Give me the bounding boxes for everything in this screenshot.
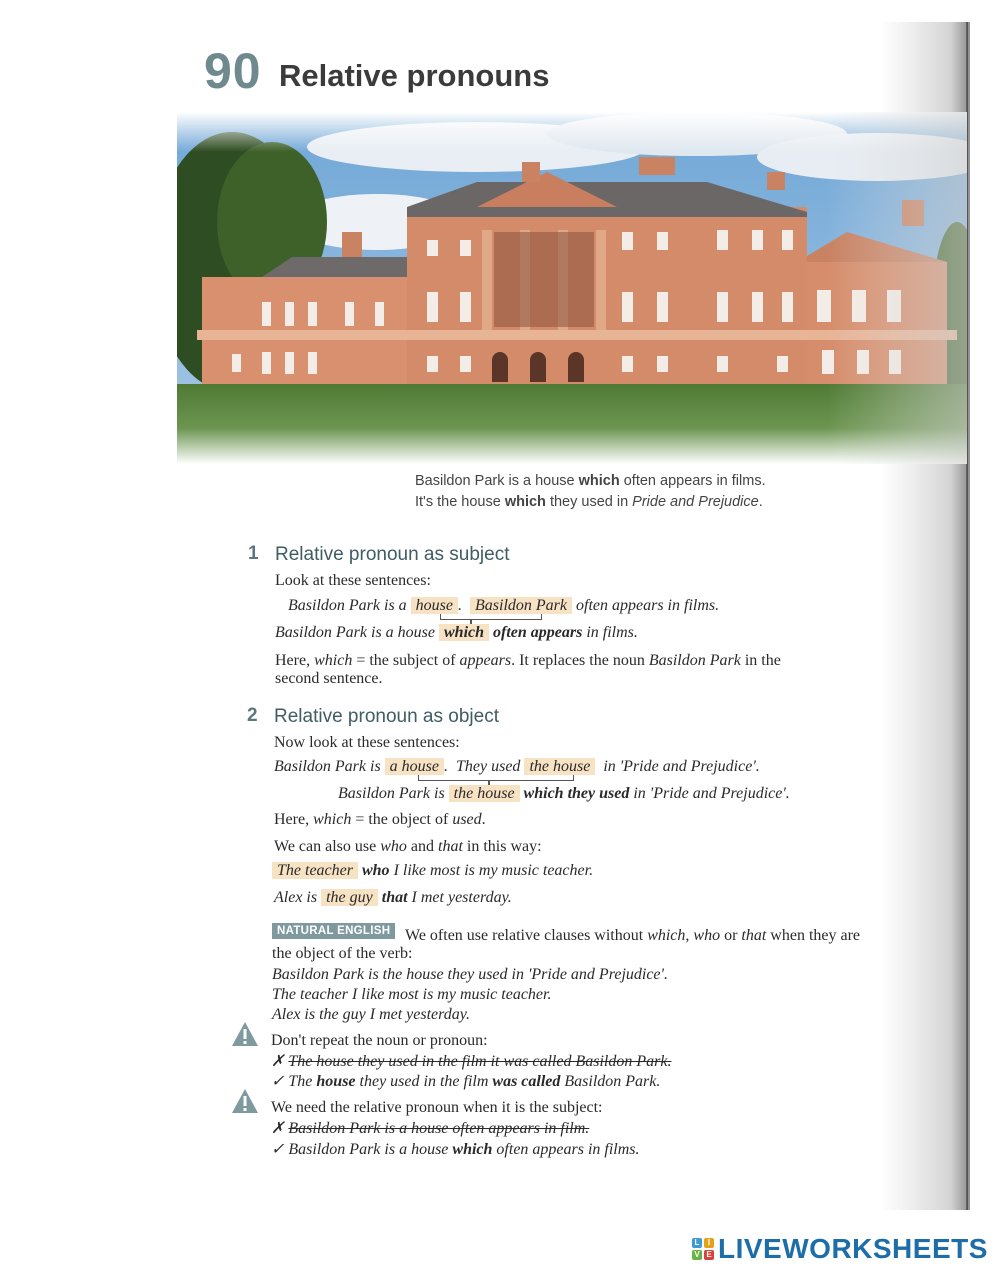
caption-line-1 (415, 471, 766, 492)
text: = the subject of (352, 652, 460, 669)
section-2-example-2 (338, 784, 790, 804)
highlight-replaced-noun: Basildon Park (470, 597, 572, 614)
caption-keyword: which (504, 494, 546, 510)
text: The (288, 1073, 317, 1090)
warning-2-right (271, 1140, 640, 1160)
text: We often use relative clauses without (405, 927, 648, 944)
text: I like most is my music teacher. (389, 862, 594, 879)
caption-keyword: which (578, 473, 620, 489)
natural-english-example-1: Basildon Park is the house they used in 'Pride and Prejudice'. (272, 966, 668, 983)
warning-2-wrong (271, 1119, 589, 1139)
text: . (481, 811, 486, 828)
highlight-relative-pronoun: which (439, 624, 489, 641)
text-italic: used (452, 811, 482, 828)
text: Basildon Park is a house (288, 1141, 453, 1158)
logo-letter: E (704, 1250, 714, 1260)
text: in 'Pride and Prejudice'. (599, 758, 760, 775)
section-1-example-1 (288, 596, 719, 616)
text: Basildon Park is a house (275, 624, 439, 641)
highlight-antecedent: house (411, 597, 458, 614)
caption-film-title: Pride and Prejudice (632, 494, 759, 510)
text-italic: who (380, 838, 407, 855)
logo-grid-icon (692, 1238, 714, 1260)
caption-text: often appears in films. (619, 473, 766, 489)
warning-1-right (271, 1072, 660, 1092)
natural-english-text (405, 926, 860, 946)
caption-text: It's the house (415, 494, 505, 510)
section-2-intro: Now look at these sentences: (274, 734, 460, 751)
unit-title: Relative pronouns (279, 58, 550, 93)
text: in this way: (462, 838, 542, 855)
logo-text: LIVEWORKSHEETS (718, 1233, 988, 1264)
section-1-number: 1 (248, 543, 259, 564)
text: or (720, 927, 742, 944)
link-bracket (440, 614, 542, 620)
liveworksheets-logo[interactable] (692, 1233, 988, 1265)
text-italic: that (438, 838, 463, 855)
text-italic: Basildon Park (648, 652, 741, 669)
text: and (406, 838, 439, 855)
bold-relative-pronoun: who (361, 862, 390, 879)
text: often appears in films. (572, 597, 720, 614)
text: Basildon Park is (274, 758, 385, 775)
logo-letter: L (692, 1238, 702, 1248)
wrong-example: The house they used in the film it was called Basildon Park. (288, 1053, 672, 1070)
highlight-antecedent: the guy (321, 889, 378, 906)
bold-noun: house (316, 1073, 356, 1090)
bold-relative-pronoun: that (381, 889, 408, 906)
text: in films. (582, 624, 638, 641)
bold-verb: often appears (493, 624, 583, 641)
section-1-explanation-line-2: second sentence. (275, 670, 383, 687)
section-1-example-2 (275, 623, 638, 643)
text: in 'Pride and Prejudice'. (629, 785, 790, 802)
caption-text: . (758, 494, 763, 510)
text: Alex is (274, 889, 322, 906)
text-italic: which (313, 811, 352, 828)
section-2-also (274, 837, 542, 857)
text: Basildon Park is (338, 785, 449, 802)
warning-icon (231, 1088, 259, 1114)
text: they used in the film (355, 1073, 493, 1090)
text: Basildon Park. (560, 1073, 661, 1090)
text: . (458, 597, 462, 614)
cross-icon: ✗ (271, 1120, 285, 1137)
section-2-example-3 (272, 861, 593, 881)
text: in the (740, 652, 781, 669)
highlight-replaced-noun: the house (524, 758, 595, 775)
house-photo (177, 112, 967, 464)
highlight-antecedent: a house (385, 758, 444, 775)
caption-line-2 (415, 492, 766, 513)
caption-text: Basildon Park is a house (415, 473, 579, 489)
logo-letter: I (704, 1238, 714, 1248)
text: when they are (766, 927, 861, 944)
photo-caption (415, 471, 766, 513)
text-italic: which, who (647, 927, 721, 944)
text: Basildon Park is a (288, 597, 411, 614)
section-2-number: 2 (247, 705, 258, 726)
text: . (444, 758, 448, 775)
logo-letter: V (692, 1250, 702, 1260)
text-italic: appears (459, 652, 512, 669)
natural-english-line-2: the object of the verb: (272, 945, 413, 962)
unit-number: 90 (204, 43, 262, 99)
natural-english-example-2: The teacher I like most is my music teacher. (272, 986, 552, 1003)
text: They used (456, 758, 525, 775)
link-bracket (418, 775, 574, 781)
warning-1-text: Don't repeat the noun or pronoun: (271, 1032, 488, 1049)
cross-icon: ✗ (271, 1053, 285, 1070)
highlight-antecedent: The teacher (272, 862, 358, 879)
warning-1-wrong (271, 1052, 671, 1072)
text: Here, (274, 811, 314, 828)
text: = the object of (351, 811, 453, 828)
bold-verb: was called (492, 1073, 561, 1090)
text: I met yesterday. (407, 889, 512, 906)
wrong-example: Basildon Park is a house often appears in film. (288, 1120, 590, 1137)
section-2-example-4 (274, 888, 512, 908)
text: Here, (275, 652, 315, 669)
highlight-antecedent: the house (449, 785, 520, 802)
section-1-intro: Look at these sentences: (275, 572, 431, 589)
warning-2-text: We need the relative pronoun when it is the subject: (271, 1099, 603, 1116)
check-icon: ✓ (271, 1073, 285, 1090)
warning-icon (231, 1021, 259, 1047)
section-2-example-1 (274, 757, 760, 777)
natural-english-badge: NATURAL ENGLISH (272, 923, 395, 939)
check-icon: ✓ (271, 1141, 285, 1158)
section-1-title: Relative pronoun as subject (275, 544, 510, 565)
natural-english-example-3: Alex is the guy I met yesterday. (272, 1006, 470, 1023)
bold-relative-pronoun: which (452, 1141, 493, 1158)
section-1-explanation (275, 651, 781, 671)
text: We can also use (274, 838, 381, 855)
section-2-explanation (274, 810, 486, 830)
text-italic: which (314, 652, 353, 669)
section-2-title: Relative pronoun as object (274, 706, 499, 727)
bold-relative-clause: which they used (523, 785, 630, 802)
caption-text: they used in (545, 494, 633, 510)
text-italic: that (741, 927, 767, 944)
text: often appears in films. (492, 1141, 640, 1158)
text: . It replaces the noun (511, 652, 649, 669)
